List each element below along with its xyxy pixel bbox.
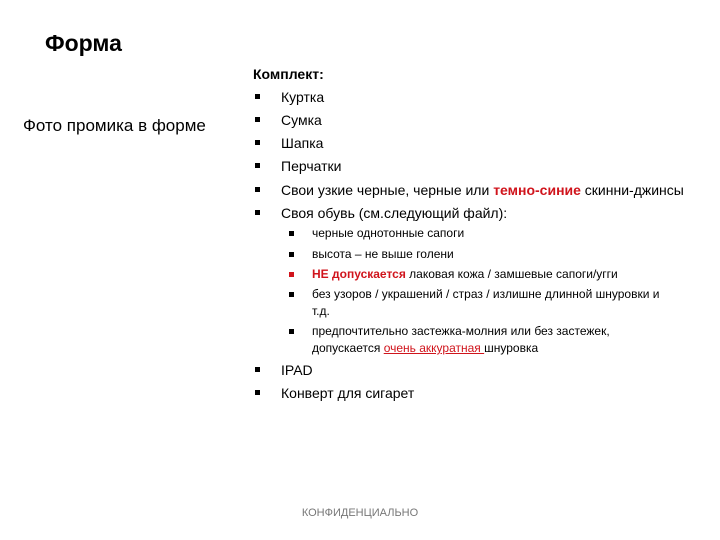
bullet-icon [289,231,294,236]
confidential-footer: КОНФИДЕНЦИАЛЬНО [301,507,419,519]
rule-highlight: очень аккуратная [383,341,485,355]
bullet-icon [289,252,294,257]
bullet-icon [255,187,260,192]
kit-item: Шапка [281,135,324,151]
shoe-rule-cont: т.д. [312,304,330,318]
bullet-icon [255,117,260,122]
bullet-icon [289,329,294,334]
slide-title: Форма [45,30,122,56]
bullet-icon [255,140,260,145]
shoe-rule-cont [312,340,538,357]
bullet-icon [255,367,260,372]
jeans-text-end: скинни-джинсы [580,182,684,198]
shoe-rule: без узоров / украшений / страз / излишне длинной шнуровки и [312,287,660,301]
rule-highlight: НЕ допускается [312,267,406,281]
bullet-icon [255,210,260,215]
shoe-rule: черные однотонные сапоги [312,226,465,240]
bullet-icon [255,163,260,168]
rule-text: допускается [312,341,384,355]
kit-item: Сумка [281,112,322,128]
kit-item: Куртка [281,89,325,105]
bullet-icon [289,292,294,297]
bullet-icon [255,390,260,395]
jeans-highlight: темно-синие [493,182,581,198]
photo-caption: Фото промика в форме [23,116,206,135]
kit-item-shoes: Своя обувь (см.следующий файл): [281,205,508,221]
rule-text: лаковая кожа / замшевые сапоги/угги [405,267,618,281]
kit-item: IPAD [281,362,313,378]
kit-item: Конверт для сигарет [281,385,415,401]
shoe-rule: высота – не выше голени [312,247,454,261]
rule-text-end: шнуровка [484,341,539,355]
shoe-rule: предпочтительно застежка-молния или без застежек, [312,324,610,338]
bullet-icon [255,94,260,99]
kit-heading: Комплект: [253,66,324,82]
kit-item: Перчатки [281,158,342,174]
jeans-text: Свои узкие черные, черные или [281,182,494,198]
bullet-icon [289,272,294,277]
kit-item-jeans [281,181,684,199]
shoe-rule [312,266,618,283]
